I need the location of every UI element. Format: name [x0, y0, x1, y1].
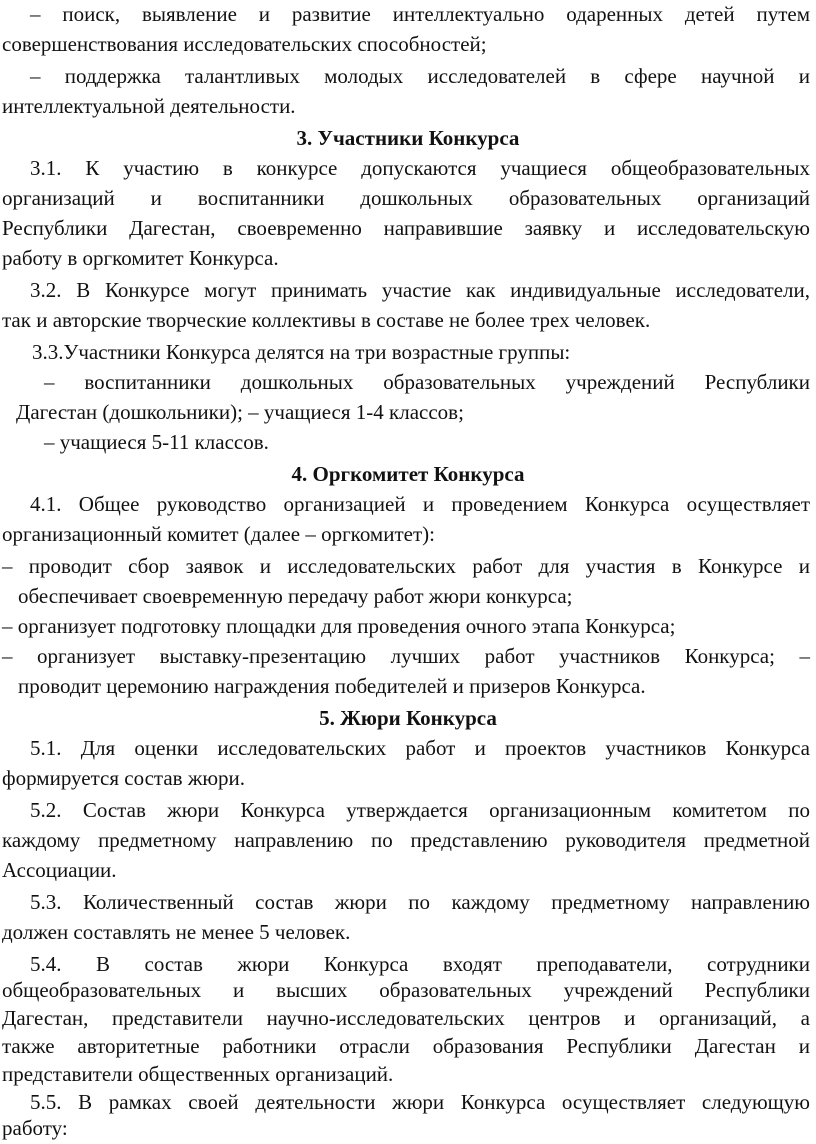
- paragraph-line: 3.3.Участники Конкурса делятся на три возрастные группы:: [32, 340, 571, 364]
- paragraph-line: 3.1. К участию в конкурсе допускаются учащиеся общеобразовательных: [30, 156, 810, 180]
- paragraph-line: Ассоциации.: [2, 858, 117, 882]
- section-heading-jury: 5. Жюри Конкурса: [319, 706, 497, 730]
- paragraph-line: так и авторские творческие коллективы в составе не более трех человек.: [2, 308, 651, 332]
- text-line: совершенствования исследовательских способностей;: [2, 32, 487, 56]
- paragraph-line: каждому предметному направлению по представлению руководителя предметной: [2, 828, 810, 852]
- paragraph-line: общеобразовательных и высших образовательных учреждений Республики: [2, 978, 810, 1002]
- list-item-line: обеспечивает своевременную передачу работ жюри конкурса;: [18, 584, 573, 608]
- list-item-line: – организует выставку-презентацию лучших работ участников Конкурса; –: [2, 644, 810, 668]
- paragraph-line: 3.2. В Конкурсе могут принимать участие как индивидуальные исследователи,: [30, 278, 810, 302]
- paragraph-line: организационный комитет (далее – оргкомитет):: [2, 522, 435, 546]
- paragraph-line: работу в оргкомитет Конкурса.: [2, 246, 279, 270]
- list-item-line: – поиск, выявление и развитие интеллектуально одаренных детей путем: [30, 2, 810, 26]
- paragraph-line: формируется состав жюри.: [2, 766, 246, 790]
- section-heading-committee: 4. Оргкомитет Конкурса: [291, 462, 525, 486]
- paragraph-line: 5.3. Количественный состав жюри по каждому предметному направлению: [30, 890, 810, 914]
- list-item-line: – организует подготовку площадки для проведения очного этапа Конкурса;: [2, 614, 676, 638]
- paragraph-line: организаций и воспитанники дошкольных образовательных организаций: [2, 186, 810, 210]
- list-item-line: – воспитанники дошкольных образовательных учреждений Республики: [44, 370, 810, 394]
- section-heading-participants: 3. Участники Конкурса: [296, 126, 520, 150]
- paragraph-line: Республики Дагестан, своевременно направившие заявку и исследовательскую: [2, 216, 810, 240]
- paragraph-line: представители общественных организаций.: [2, 1062, 394, 1086]
- paragraph-line: 5.2. Состав жюри Конкурса утверждается организационным комитетом по: [30, 798, 810, 822]
- paragraph-line: 4.1. Общее руководство организацией и проведением Конкурса осуществляет: [30, 492, 810, 516]
- paragraph-line: должен составлять не менее 5 человек.: [2, 920, 351, 944]
- list-item-line: – учащиеся 5-11 классов.: [44, 430, 269, 454]
- list-item-line: – поддержка талантливых молодых исследователей в сфере научной и: [30, 64, 810, 88]
- paragraph-line: также авторитетные работники отрасли образования Республики Дагестан и: [2, 1034, 810, 1058]
- paragraph-line: работу:: [2, 1116, 68, 1140]
- paragraph-line: Дагестан, представители научно-исследовательских центров и организаций, а: [2, 1006, 810, 1030]
- paragraph-line: 5.5. В рамках своей деятельности жюри Конкурса осуществляет следующую: [30, 1090, 810, 1114]
- paragraph-line: 5.1. Для оценки исследовательских работ и проектов участников Конкурса: [30, 736, 810, 760]
- paragraph-line: 5.4. В состав жюри Конкурса входят преподаватели, сотрудники: [30, 952, 810, 976]
- list-item-line: Дагестан (дошкольники); – учащиеся 1-4 классов;: [16, 400, 464, 424]
- text-line: интеллектуальной деятельности.: [2, 94, 296, 118]
- list-item-line: проводит церемонию награждения победителей и призеров Конкурса.: [18, 674, 646, 698]
- list-item-line: – проводит сбор заявок и исследовательских работ для участия в Конкурсе и: [2, 554, 810, 578]
